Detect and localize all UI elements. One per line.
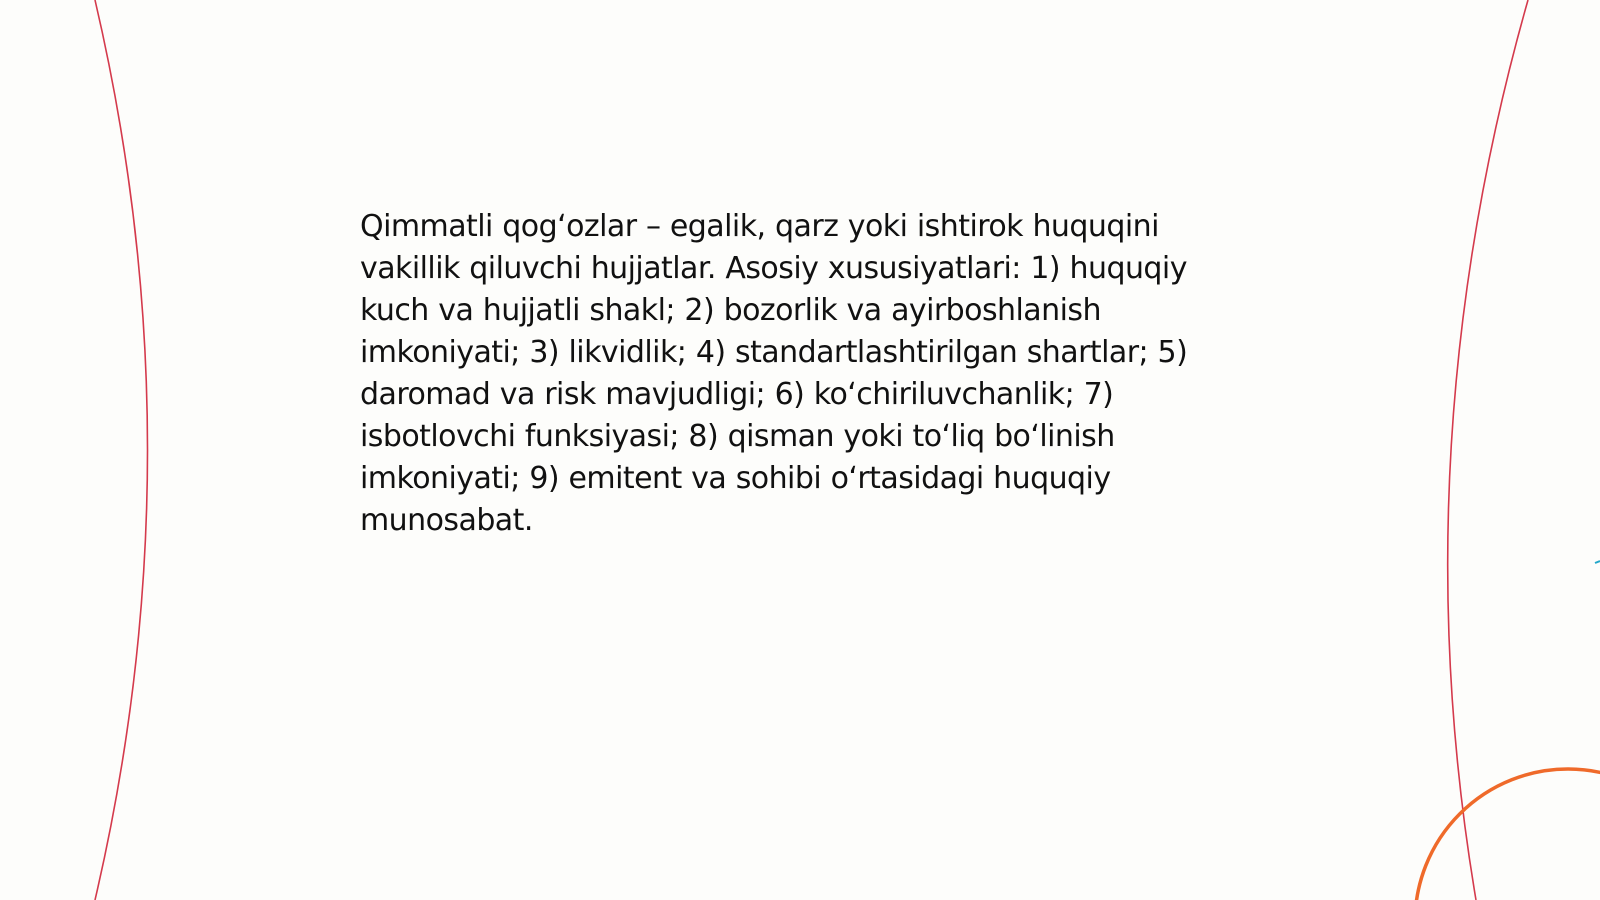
right-arc-decoration bbox=[1448, 0, 1528, 900]
orange-circle-decoration bbox=[1415, 769, 1600, 900]
left-arc-decoration bbox=[95, 0, 148, 900]
slide-body-text: Qimmatli qog‘ozlar – egalik, qarz yoki ishtirok huquqini vakillik qiluvchi hujjatlar. Asosiy xususiyatlari: 1) huquqiy kuch va hujjatli shakl; 2) bozorlik va ayirboshlanish imkoniyati; 3) likvidlik; 4) standartlashtirilgan shartlar; 5) daromad va risk mavjudligi; 6) ko‘chiriluvchanlik; 7) isbotlovchi funksiyasi; 8) qisman yoki to‘liq bo‘linish imkoniyati; 9) emitent va sohibi o‘rtasidagi huquqiy munosabat. bbox=[360, 209, 1188, 538]
teal-mark-decoration bbox=[1595, 561, 1600, 563]
